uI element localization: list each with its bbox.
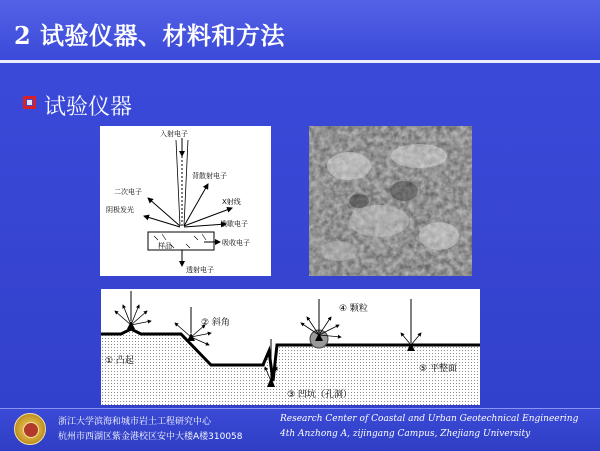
title-divider: [0, 60, 600, 63]
label-absorbed: 吸收电子: [222, 239, 250, 247]
label-auger: 俄歇电子: [220, 220, 248, 228]
topography-svg: [101, 289, 480, 405]
footer-cn-line2: 杭州市西湖区紫金港校区安中大楼A楼310058: [58, 432, 243, 442]
label-transmitted: 透射电子: [186, 266, 214, 274]
label-cathodo: 阴极发光: [106, 206, 134, 214]
electron-interaction-svg: [100, 126, 271, 276]
label-particle: ④ 颗粒: [339, 304, 368, 314]
sem-texture-svg: [309, 126, 472, 276]
label-secondary: 二次电子: [114, 188, 142, 196]
label-pit: ③ 凹坑（孔洞）: [287, 390, 352, 400]
label-slope: ② 斜角: [201, 318, 230, 328]
label-sample: 样品: [158, 242, 172, 250]
logo-emblem: [23, 422, 39, 438]
label-backscatter: 背散射电子: [192, 172, 227, 180]
slide-title: 2 试验仪器、材料和方法: [14, 21, 286, 50]
label-flat: ⑤ 平整面: [419, 364, 457, 374]
topography-contrast-diagram: [101, 289, 480, 405]
section-heading: 试验仪器: [44, 95, 133, 120]
electron-interaction-diagram: [100, 126, 271, 276]
footer-en-line2: 4th Anzhong A, zijingang Campus, Zhejiang University: [280, 429, 531, 439]
bullet-square-icon: [23, 96, 36, 109]
university-logo-icon: [14, 413, 46, 445]
label-convex: ① 凸起: [105, 356, 134, 366]
footer-cn-line1: 浙江大学滨海和城市岩土工程研究中心: [58, 417, 212, 427]
label-xray: X射线: [222, 198, 241, 206]
footer-en-line1: Research Center of Coastal and Urban Geotechnical Engineering: [280, 414, 579, 424]
label-incident: 入射电子: [160, 130, 188, 138]
sem-micrograph-image: [309, 126, 472, 276]
